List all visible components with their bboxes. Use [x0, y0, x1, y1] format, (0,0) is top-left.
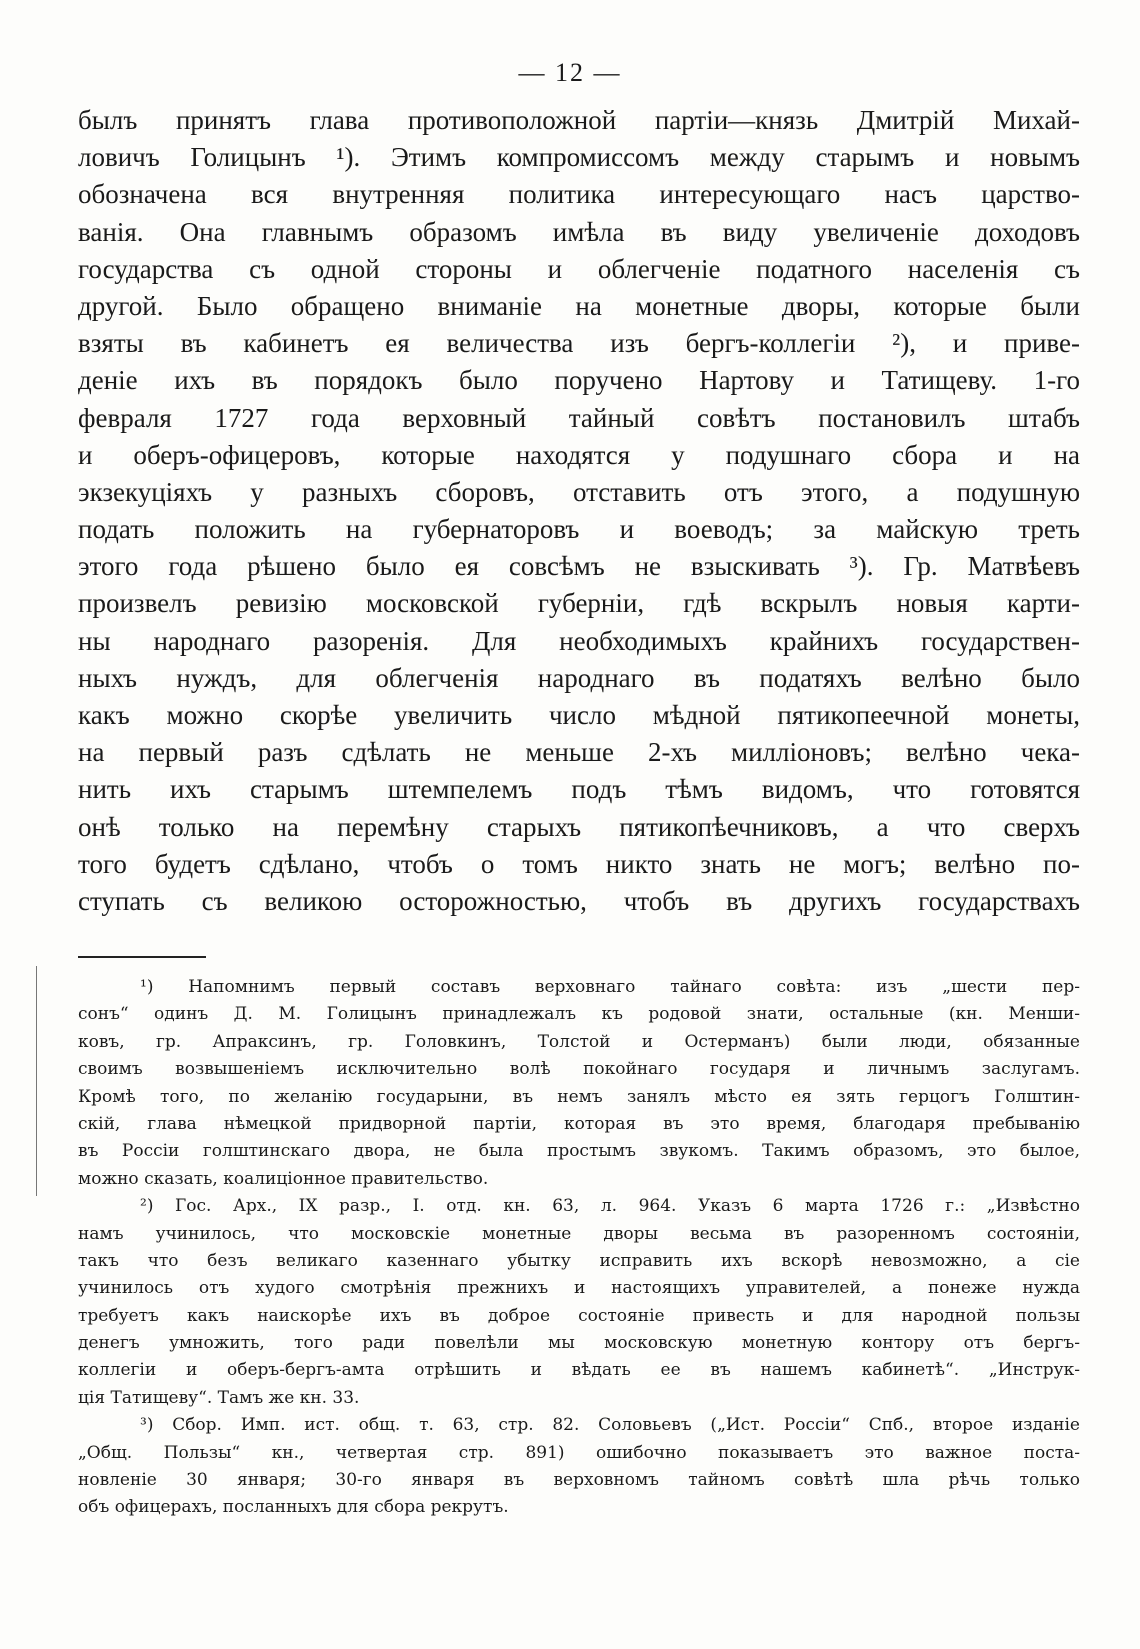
- text-line: взяты въ кабинетъ ея величества изъ бергъ-коллегіи ²), и приве-: [78, 328, 1080, 359]
- footnote-line: ²) Гос. Арх., IX разр., I. отд. кн. 63, л. 964. Указъ 6 марта 1726 г.: „Извѣстно: [140, 1196, 1080, 1217]
- footnote-line: денегъ умножить, того ради повелѣли мы московскую монетную контору отъ бергъ-: [78, 1333, 1080, 1354]
- text-line: этого года рѣшено было ея совсѣмъ не взыскивать ³). Гр. Матвѣевъ: [78, 551, 1080, 582]
- footnote-line: сонъ“ одинъ Д. М. Голицынъ принадлежалъ къ родовой знати, остальные (кн. Менши-: [78, 1004, 1080, 1025]
- text-line: ловичъ Голицынъ ¹). Этимъ компромиссомъ между старымъ и новымъ: [78, 142, 1080, 173]
- footnote-line: можно сказать, коалиціонное правительство.: [78, 1168, 489, 1189]
- footnote-line: въ Россіи голштинскаго двора, не была простымъ звукомъ. Такимъ образомъ, это былое,: [78, 1141, 1080, 1162]
- footnote-line: намъ учинилось, что московскіе монетные дворы весьма въ разоренномъ состояніи,: [78, 1223, 1080, 1244]
- footnote-line: Кромѣ того, по желанію государыни, въ немъ занялъ мѣсто ея зять герцогъ Голштин-: [78, 1086, 1080, 1107]
- text-line: онѣ только на перемѣну старыхъ пятикопѣечниковъ, а что сверхъ: [78, 811, 1080, 842]
- text-line: обозначена вся внутренняя политика интересующаго насъ царство-: [78, 179, 1080, 210]
- footnote-line: объ офицерахъ, посланныхъ для сбора рекрутъ.: [78, 1497, 509, 1518]
- text-line: на первый разъ сдѣлать не меньше 2-хъ милліоновъ; велѣно чека-: [78, 737, 1080, 768]
- text-line: былъ принятъ глава противоположной партіи—князь Дмитрій Михай-: [78, 105, 1080, 135]
- text-line: другой. Было обращено вниманіе на монетные дворы, которые были: [78, 290, 1080, 321]
- page-number: — 12 —: [518, 58, 622, 87]
- footnote-line: такъ что безъ великаго казеннаго убытку исправить ихъ вскорѣ невозможно, а сіе: [78, 1250, 1080, 1271]
- footnote-line: требуетъ какъ наискорѣе ихъ въ доброе состояніе привесть и для народной пользы: [78, 1305, 1080, 1326]
- text-line: февраля 1727 года верховный тайный совѣтъ постановилъ штабъ: [78, 402, 1080, 433]
- footnote-line: скій, глава нѣмецкой придворной партіи, которая въ это время, благодаря пребыванію: [78, 1113, 1080, 1134]
- text-line: нить ихъ старымъ штемпелемъ подъ тѣмъ видомъ, что готовятся: [78, 774, 1080, 805]
- footnote-line: своимъ возвышеніемъ исключительно волѣ покойнаго государя и личнымъ заслугамъ.: [78, 1059, 1080, 1080]
- footnotes: [78, 974, 1080, 1522]
- footnote-line: учинилось отъ худого смотрѣнія прежнихъ и настоящихъ управителей, а понеже нужда: [78, 1278, 1080, 1299]
- text-line: ны народнаго разоренія. Для необходимыхъ крайнихъ государствен-: [78, 625, 1080, 656]
- text-line: ступать съ великою осторожностью, чтобъ въ другихъ государствахъ: [78, 885, 1080, 916]
- footnote-line: коллегіи и оберъ-бергъ-амта отрѣшить и вѣдать ее въ нашемъ кабинетѣ“. „Инструк-: [78, 1360, 1080, 1381]
- footnote-line: ковъ, гр. Апраксинъ, гр. Головкинъ, Толстой и Остерманъ) были люди, обязанные: [78, 1031, 1080, 1052]
- text-line: какъ можно скорѣе увеличить число мѣдной пятикопеечной монеты,: [78, 700, 1080, 730]
- text-line: подать положить на губернаторовъ и воеводъ; за майскую треть: [78, 514, 1080, 545]
- text-line: того будетъ сдѣлано, чтобъ о томъ никто знать не могъ; велѣно по-: [78, 848, 1080, 879]
- footnote-line: новленіе 30 января; 30-го января въ верховномъ тайномъ совѣтѣ шла рѣчь только: [78, 1470, 1080, 1491]
- footnote-separator: [78, 956, 206, 958]
- margin-pencil-mark: [36, 966, 37, 1196]
- text-line: деніе ихъ въ порядокъ было поручено Нартову и Татищеву. 1-го: [78, 365, 1080, 396]
- main-text: [78, 102, 1080, 920]
- footnote-line: „Общ. Пользы“ кн., четвертая стр. 891) ошибочно показываетъ это важное поста-: [78, 1442, 1080, 1463]
- text-line: произвелъ ревизію московской губерніи, гдѣ вскрылъ новыя карти-: [78, 588, 1080, 619]
- footnote-line: ція Татищеву“. Тамъ же кн. 33.: [78, 1387, 360, 1408]
- text-line: государства съ одной стороны и облегченіе податного населенія съ: [78, 253, 1080, 284]
- text-line: экзекуціяхъ у разныхъ сборовъ, отставить отъ этого, а подушную: [78, 476, 1080, 507]
- text-line: ныхъ нуждъ, для облегченія народнаго въ податяхъ велѣно было: [78, 662, 1080, 693]
- footnote-line: ¹) Напомнимъ первый составъ верховнаго тайнаго совѣта: изъ „шести пер-: [140, 977, 1080, 997]
- text-line: ванія. Она главнымъ образомъ имѣла въ виду увеличеніе доходовъ: [78, 216, 1080, 247]
- footnote-line: ³) Сбор. Имп. ист. общ. т. 63, стр. 82. Соловьевъ („Ист. Россіи“ Спб., второе изданіе: [140, 1415, 1080, 1436]
- text-line: и оберъ-офицеровъ, которые находятся у подушнаго сбора и на: [78, 439, 1080, 470]
